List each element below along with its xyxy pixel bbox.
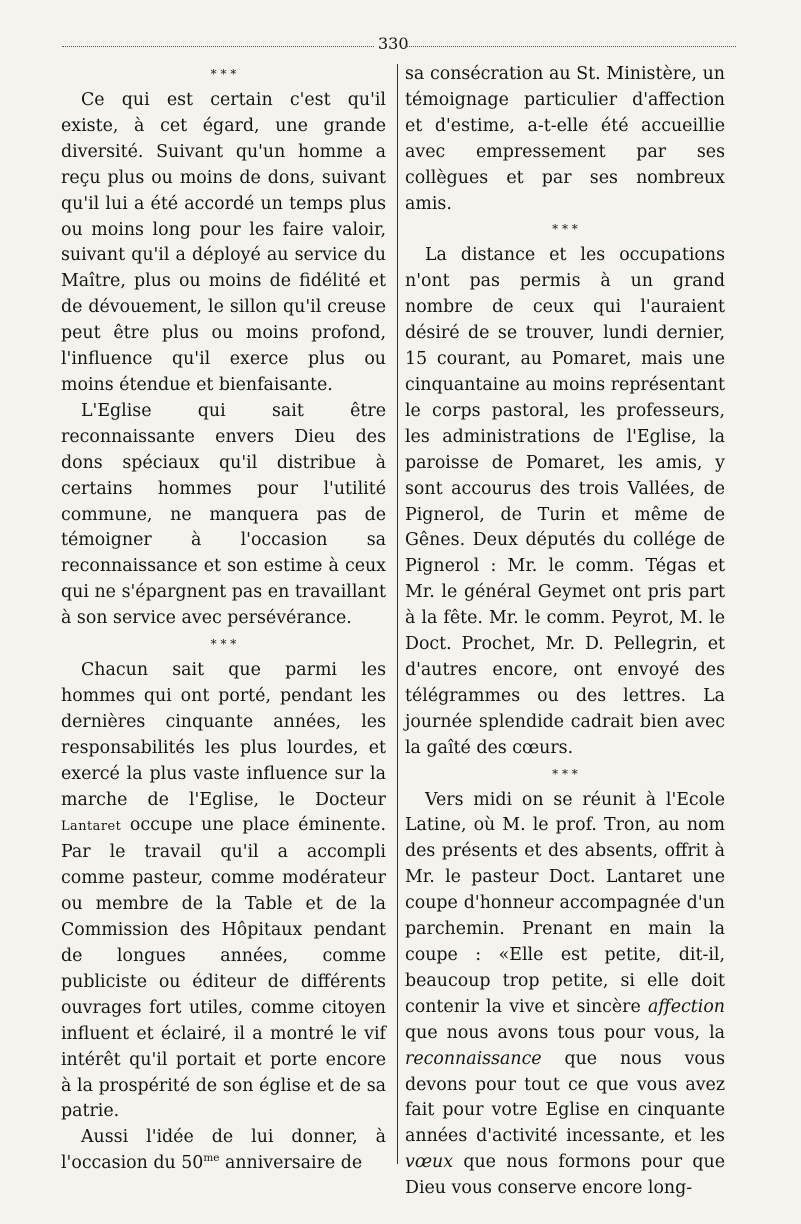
- paragraph: sa consécration au St. Ministère, un témoignage particulier d'affection et d'estime, a-t-elle été accueillie avec empressement par ses collègues et par ses nombreux amis.: [405, 64, 725, 214]
- person-name-smallcaps: Lantaret: [61, 819, 122, 835]
- italic-word: vœux: [405, 1152, 454, 1173]
- italic-word: affection: [648, 996, 725, 1017]
- paragraph: [405, 788, 725, 1203]
- right-column: [405, 62, 725, 1202]
- page-number: 330: [378, 34, 409, 53]
- paragraph: [61, 658, 386, 1125]
- section-asterism: ⁎ ⁎ ⁎: [552, 218, 578, 233]
- paragraph-text: Chacun sait que parmi les hommes qui ont porté, pendant les dernières cinquante années, les responsabilités les plus lourdes, et exercé la plus vaste influence sur la marche de l'Eglise, le Docteur: [61, 660, 386, 810]
- section-asterism: ⁎ ⁎ ⁎: [552, 762, 578, 777]
- paragraph-text: que nous vous devons pour tout ce que vous avez fait pour votre Eglise en cinquante années d'activité incessante, et les: [405, 1048, 725, 1147]
- paragraph: L'Eglise qui sait être reconnaissante envers Dieu des dons spéciaux qu'il distribue à certains hommes pour l'utilité commune, ne manquera pas de témoigner à l'occasion sa reconnaissance et son estime à ceux qui ne s'épargnent pas en travaillant à son service avec persévérance.: [61, 400, 386, 629]
- ordinal-superscript: me: [203, 1152, 220, 1165]
- paragraph-text: que nous avons tous pour vous, la: [405, 1022, 725, 1043]
- section-asterism: ⁎ ⁎ ⁎: [210, 63, 237, 77]
- paragraph: La distance et les occupations n'ont pas permis à un grand nombre de ceux qui l'auraient désiré de se trouver, lundi dernier, 15 courant, au Pomaret, mais une cinquantaine au moins représentant le corps pastoral, les professeurs, les administrations de l'Eglise, la paroisse de Pomaret, les amis, y sont accourus des trois Vallées, de Pignerol, de Turin et même de Gênes. Deux députés du collége de Pignerol : Mr. le comm. Tégas et Mr. le général Geymet ont pris part à la fête. Mr. le comm. Peyrot, M. le Doct. Prochet, Mr. D. Pellegrin, et d'autres encore, ont envoyé des télégrammes ou des lettres. La journée splendide cadrait bien avec la gaîté des cœurs.: [405, 245, 725, 758]
- paragraph-text: Aussi l'idée de lui donner, à l'occasion du 50: [61, 1127, 386, 1174]
- paragraph-text: que nous formons pour que Dieu vous conserve encore long-: [405, 1152, 726, 1199]
- paragraph-text: occupe une place éminente. Par le travail qu'il a accompli comme pasteur, comme modérateur ou membre de la Table et de la Commission des Hôpitaux pendant de longues années, comme publiciste ou éditeur de différents ouvrages fort utiles, comme citoyen influent et éclairé, il a montré le vif intérêt qu'il portait et porte encore à la prospérité de son église et de sa patrie.: [61, 815, 386, 1122]
- paragraph: [61, 1125, 386, 1177]
- paragraph: Ce qui est certain c'est qu'il existe, à cet égard, une grande diversité. Suivant qu'un homme a reçu plus ou moins de dons, suivant qu'il lui a été accordé un temps plus ou moins long pour les faire valoir, suivant qu'il a déployé au service du Maître, plus ou moins de fidélité et de dévouement, le sillon qu'il creuse peut être plus ou moins profond, l'influence qu'il exerce plus ou moins étendue et bienfaisante.: [61, 90, 386, 395]
- left-column: [61, 62, 386, 1177]
- header-rule-left: [62, 46, 374, 47]
- paragraph-text: anniversaire de: [224, 1153, 363, 1174]
- italic-word: reconnaissance: [405, 1048, 542, 1069]
- section-asterism: ⁎ ⁎ ⁎: [210, 633, 237, 648]
- paragraph-text: Vers midi on se réunit à l'Ecole Latine, où M. le prof. Tron, au nom des présents et des absents, offrit à Mr. le pasteur Doct. Lantaret une coupe d'honneur accompagnée d'un parchemin. Prenant en main la coupe : «Elle est petite, dit-il, beaucoup trop petite, si elle doit contenir la vive et sincère: [405, 789, 725, 1017]
- column-divider: [397, 64, 398, 1164]
- header-rule-right: [406, 46, 736, 47]
